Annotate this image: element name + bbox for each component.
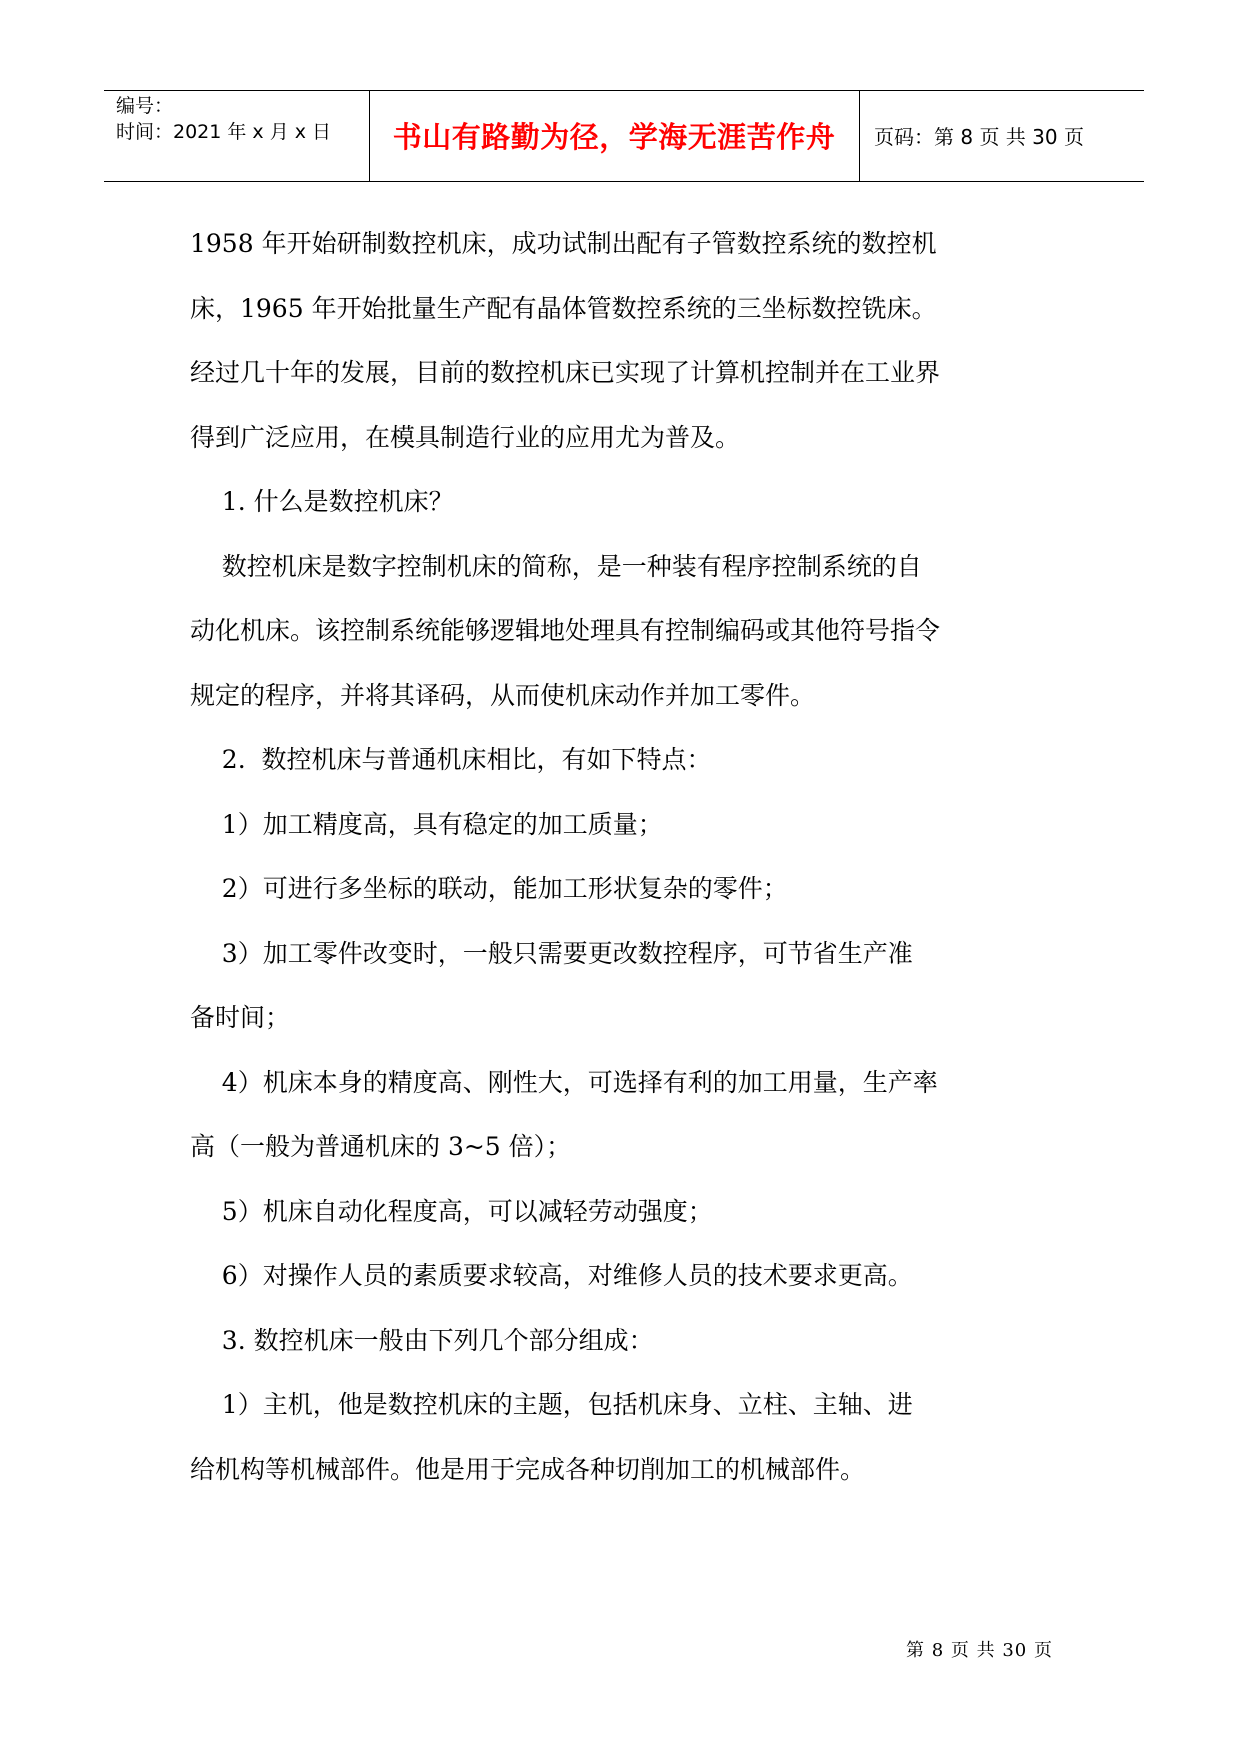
section-heading: 2. 数控机床与普通机床相比，有如下特点：: [190, 745, 712, 774]
list-item: 4）机床本身的精度高、刚性大，可选择有利的加工用量，生产率: [190, 1067, 938, 1097]
date-label: 时间：2021 年 x 月 x 日: [116, 121, 332, 143]
list-item: 2）可进行多坐标的联动，能加工形状复杂的零件；: [190, 874, 788, 903]
text-line: 规定的程序，并将其译码，从而使机床动作并加工零件。: [190, 680, 816, 710]
text-line: 1958 年开始研制数控机床，成功试制出配有子管数控系统的数控机: [190, 229, 937, 258]
section-heading: 3. 数控机床一般由下列几个部分组成：: [190, 1325, 654, 1355]
list-item: 1）主机，他是数控机床的主题，包括机床身、立柱、主轴、进: [190, 1390, 913, 1419]
text-line: 得到广泛应用，在模具制造行业的应用尤为普及。: [190, 422, 741, 452]
list-item: 1）加工精度高，具有稳定的加工质量；: [190, 809, 663, 839]
list-item: 5）机床自动化程度高，可以减轻劳动强度；: [190, 1196, 713, 1226]
text-line: 经过几十年的发展，目前的数控机床已实现了计算机控制并在工业界: [190, 358, 941, 387]
text-line: 动化机床。该控制系统能够逻辑地处理具有控制编码或其他符号指令: [190, 616, 941, 645]
page-header: [104, 90, 1144, 182]
serial-number-label: 编号：: [116, 95, 174, 117]
list-item: 3）加工零件改变时，一般只需要更改数控程序，可节省生产准: [190, 938, 913, 968]
text-line: 数控机床是数字控制机床的简称，是一种装有程序控制系统的自: [190, 551, 922, 581]
text-line: 备时间；: [190, 1003, 291, 1032]
page-footer: 第 8 页 共 30 页: [906, 1640, 1053, 1661]
header-divider-right: [859, 91, 860, 181]
header-page-number: 页码：第 8 页 共 30 页: [874, 125, 1084, 149]
text-line: 给机构等机械部件。他是用于完成各种切削加工的机械部件。: [190, 1454, 866, 1484]
text-line: 床，1965 年开始批量生产配有晶体管数控系统的三坐标数控铣床。: [190, 293, 937, 323]
header-divider-left: [369, 91, 370, 181]
list-item: 6）对操作人员的素质要求较高，对维修人员的技术要求更高。: [190, 1261, 913, 1290]
document-body: [190, 212, 1070, 1502]
header-motto: 书山有路勤为径，学海无涯苦作舟: [392, 120, 836, 154]
section-heading: 1. 什么是数控机床？: [190, 487, 454, 516]
text-line: 高（一般为普通机床的 3~5 倍）；: [190, 1132, 572, 1161]
